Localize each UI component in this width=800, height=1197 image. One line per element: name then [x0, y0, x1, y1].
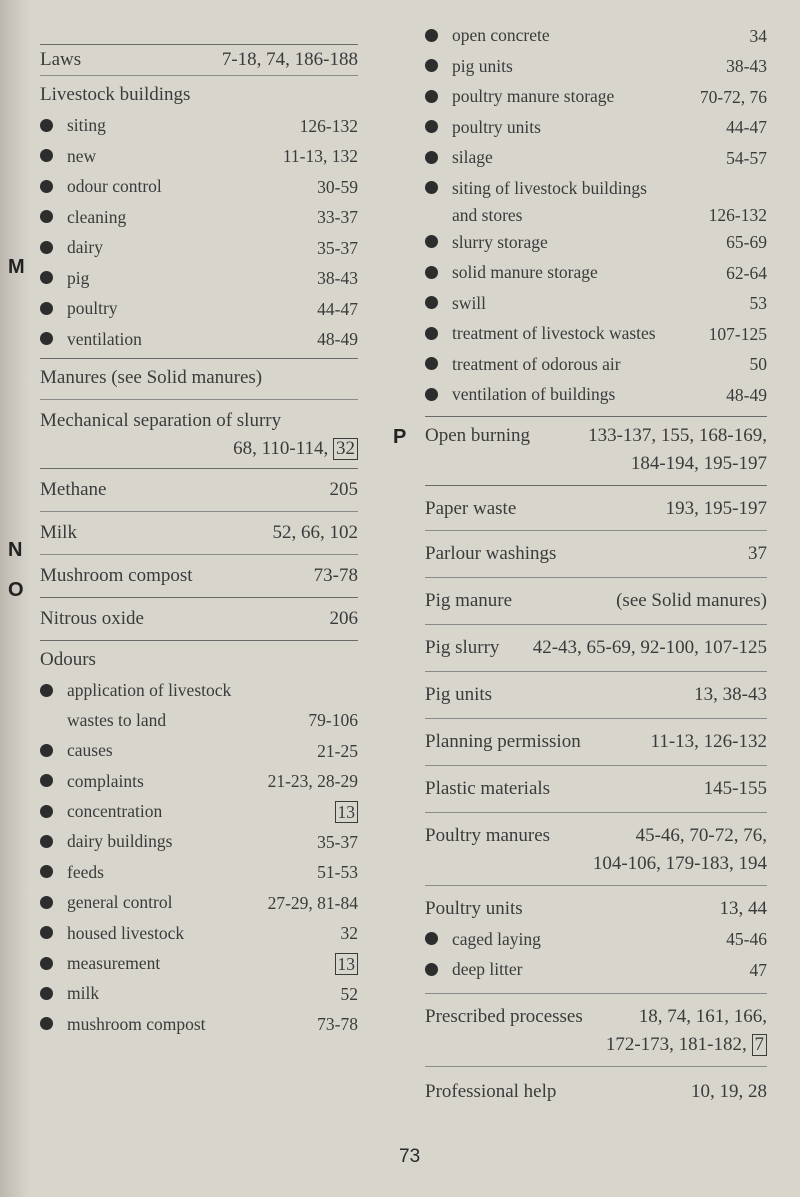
- entry-term: Pig slurry: [425, 636, 500, 658]
- entry-term: Parlour washings: [425, 542, 557, 564]
- subentry-pages: 54-57: [726, 147, 767, 168]
- bullet-icon: [40, 774, 53, 787]
- subentry-label: measurement: [67, 953, 161, 973]
- subentry-pages: 33-37: [317, 207, 358, 227]
- entry-pages: 42-43, 65-69, 92-100, 107-125: [532, 636, 767, 658]
- index-entry-pig-units: [425, 680, 767, 710]
- subentry: [40, 324, 358, 355]
- entry-pages: 37: [748, 542, 767, 564]
- subentry-label: mushroom compost: [67, 1013, 206, 1034]
- subentry-label: general control: [67, 892, 173, 912]
- subentry-label: siting: [67, 115, 106, 135]
- entry-pages: 68, 110-114, 32: [40, 436, 358, 462]
- subentry-label: silage: [452, 147, 493, 167]
- section-letter-o: O: [8, 579, 24, 601]
- subentry: [40, 675, 358, 705]
- subentry-pages: 53: [749, 293, 767, 313]
- subentry-pages: 30-59: [317, 176, 358, 197]
- index-entry-pig-manure: [425, 586, 767, 616]
- subentry-label: pig units: [452, 55, 513, 76]
- subentry-label: odour control: [67, 176, 162, 196]
- entry-term: Prescribed processes: [425, 1005, 583, 1027]
- entry-term: Odours: [40, 649, 96, 670]
- subentry: [40, 171, 358, 202]
- subentry-pages: 70-72, 76: [699, 86, 767, 107]
- entry-pages: 11-13, 126-132: [650, 730, 767, 752]
- boxed-page-ref: 32: [333, 438, 358, 460]
- bullet-icon: [40, 684, 53, 697]
- bullet-icon: [40, 271, 53, 284]
- subentry-pages: 21-25: [317, 740, 358, 761]
- index-entry-manures: [40, 363, 358, 393]
- subentry-label: treatment of livestock wastes: [452, 323, 656, 343]
- bullet-icon: [425, 59, 438, 72]
- bullet-icon: [40, 865, 53, 878]
- bullet-icon: [425, 235, 438, 248]
- subentry: [425, 112, 767, 143]
- index-entry-laws: [40, 45, 358, 75]
- bullet-icon: [425, 181, 438, 194]
- index-column-left: [40, 44, 358, 1039]
- subentry: [40, 948, 358, 978]
- subentry: [425, 173, 767, 203]
- subentry: [40, 796, 358, 826]
- subentry: [425, 142, 767, 173]
- bullet-icon: [40, 987, 53, 1000]
- bullet-icon: [425, 151, 438, 164]
- bullet-icon: [425, 932, 438, 945]
- subentry: [425, 51, 767, 82]
- bullet-icon: [40, 957, 53, 970]
- section-letter-p: P: [393, 426, 407, 448]
- entry-pages: 193, 195-197: [665, 497, 767, 519]
- page-number: 73: [399, 1146, 421, 1167]
- entry-term: Open burning: [425, 424, 531, 446]
- subentry-pages: 62-64: [726, 262, 767, 283]
- subentry: [40, 232, 358, 263]
- subentry-label: concentration: [67, 801, 163, 821]
- bullet-icon: [425, 266, 438, 279]
- subentry-label: housed livestock: [67, 922, 185, 943]
- subentry: [40, 766, 358, 797]
- index-entry-paper-waste: [425, 494, 767, 524]
- bullet-icon: [425, 963, 438, 976]
- subentry-label: and stores: [452, 204, 523, 225]
- subentry: [40, 202, 358, 233]
- subentry-label: dairy buildings: [67, 831, 173, 851]
- subentry: [40, 293, 358, 324]
- subentry-pages: 47: [749, 959, 767, 980]
- entry-pages: 13, 38-43: [694, 683, 767, 705]
- entry-term: Milk: [40, 522, 77, 543]
- entry-term: Professional help: [425, 1080, 557, 1102]
- section-letter-n: N: [8, 539, 23, 561]
- bullet-icon: [425, 296, 438, 309]
- odours-subentries: [40, 675, 358, 1039]
- index-entry-odours: [40, 645, 358, 675]
- subentry: [425, 257, 767, 288]
- subentry-pages: 35-37: [317, 831, 358, 852]
- subentry-pages: 44-47: [726, 117, 767, 137]
- bullet-icon: [425, 29, 438, 42]
- bullet-icon: [425, 388, 438, 401]
- subentry-pages: 79-106: [308, 710, 358, 730]
- entry-pages: 52, 66, 102: [272, 522, 358, 543]
- subentry-continuation: [425, 203, 767, 227]
- subentry-pages: 44-47: [317, 298, 358, 319]
- entry-pages: 13, 44: [719, 897, 767, 919]
- subentry-label: causes: [67, 740, 113, 760]
- subentry-label: swill: [452, 292, 487, 313]
- bullet-icon: [425, 120, 438, 133]
- entry-term: Planning permission: [425, 730, 581, 752]
- bullet-icon: [40, 302, 53, 315]
- subentry-pages: 45-46: [726, 929, 767, 949]
- subentry-pages: 51-53: [317, 862, 358, 882]
- subentry-pages: 27-29, 81-84: [267, 892, 358, 913]
- entry-pages: 133-137, 155, 168-169,: [588, 424, 767, 446]
- subentry: [425, 20, 767, 51]
- subentry-label: poultry units: [452, 116, 541, 137]
- index-entry-poultry-units: [425, 894, 767, 924]
- subentry-pages: 73-78: [317, 1014, 358, 1034]
- subentry: [40, 1009, 358, 1040]
- subentry: [425, 227, 767, 258]
- subentry: [425, 318, 767, 349]
- entry-pages-continued: 104-106, 179-183, 194: [592, 852, 767, 874]
- subentry-label: poultry manure storage: [452, 86, 615, 106]
- bullet-icon: [40, 241, 53, 254]
- entry-term: Nitrous oxide: [40, 608, 144, 629]
- subentry: [40, 978, 358, 1009]
- subentry-label: complaints: [67, 770, 144, 791]
- bullet-icon: [40, 119, 53, 132]
- index-column-right: [425, 20, 767, 1107]
- bullet-icon: [40, 926, 53, 939]
- bullet-icon: [425, 327, 438, 340]
- subentry-label: deep litter: [452, 959, 523, 979]
- entry-pages: 18, 74, 161, 166,: [638, 1005, 767, 1027]
- subentry: [40, 918, 358, 949]
- section-letter-m: M: [8, 256, 25, 278]
- subentry: [40, 141, 358, 172]
- subentry-label: new: [67, 145, 97, 166]
- entry-term: Mushroom compost: [40, 565, 193, 586]
- bullet-icon: [40, 210, 53, 223]
- subentry-label: ventilation: [67, 328, 142, 349]
- entry-pages: 206: [329, 608, 358, 629]
- subentry-pages: 38-43: [317, 268, 358, 288]
- entry-term: Mechanical separation of slurry: [40, 410, 282, 431]
- bullet-icon: [40, 180, 53, 193]
- bullet-icon: [40, 835, 53, 848]
- subentry-pages: 32: [340, 923, 358, 943]
- subentry: [425, 954, 767, 985]
- subentry-label: siting of livestock buildings: [452, 177, 647, 198]
- subentry: [425, 924, 767, 955]
- subentry-label: treatment of odorous air: [452, 353, 621, 374]
- subentry-pages: 50: [749, 354, 767, 374]
- subentry-label: poultry: [67, 298, 118, 318]
- subentry-label: milk: [67, 983, 100, 1003]
- entry-pages: 205: [329, 479, 358, 500]
- entry-term: Poultry units: [425, 897, 523, 919]
- subentry: [425, 379, 767, 410]
- index-entry-parlour-washings: [425, 539, 767, 569]
- index-entry-methane: [40, 475, 358, 505]
- subentry-label: ventilation of buildings: [452, 384, 616, 404]
- entry-term: Poultry manures: [425, 824, 551, 846]
- subentry-pages: 48-49: [317, 329, 358, 349]
- index-entry-mushroom-compost: [40, 561, 358, 591]
- subentry-pages: 65-69: [726, 232, 767, 252]
- bullet-icon: [425, 90, 438, 103]
- subentry-label: application of livestock: [67, 680, 232, 700]
- index-entry-pig-slurry: [425, 633, 767, 663]
- subentry-pages: 11-13, 132: [282, 146, 358, 166]
- index-entry-nitrous-oxide: [40, 604, 358, 634]
- subentry-pages: 52: [340, 983, 358, 1004]
- boxed-page-ref: 13: [335, 953, 359, 975]
- subentry-label: cleaning: [67, 206, 127, 227]
- index-entry-plastic-materials: [425, 774, 767, 804]
- index-entry-open-burning: [425, 421, 767, 451]
- subentry-pages: 48-49: [726, 384, 767, 405]
- entry-pages: 73-78: [313, 565, 358, 586]
- entry-pages-continued: 172-173, 181-182, 7: [425, 1032, 767, 1058]
- subentry-pages: 126-132: [708, 204, 767, 225]
- index-entry-poultry-manures: [425, 821, 767, 851]
- subentry: [40, 826, 358, 857]
- entry-pages: 45-46, 70-72, 76,: [635, 824, 767, 846]
- bullet-icon: [40, 332, 53, 345]
- entry-pages: 145-155: [703, 777, 767, 799]
- entry-pages-continued: 184-194, 195-197: [630, 452, 767, 474]
- index-entry-livestock-buildings: [40, 80, 358, 110]
- entry-term: Paper waste: [425, 497, 517, 519]
- subentry-continuation: [40, 705, 358, 735]
- bullet-icon: [40, 744, 53, 757]
- subentry-pages: 107-125: [708, 323, 767, 344]
- index-entry-prescribed-processes: [425, 1002, 767, 1032]
- bullet-icon: [40, 149, 53, 162]
- entry-term: Pig manure: [425, 589, 513, 611]
- entry-term: Laws: [40, 49, 82, 70]
- subentry-pages: 38-43: [726, 56, 767, 76]
- boxed-page-ref: 13: [335, 801, 359, 823]
- entry-term: Manures (see Solid manures): [40, 367, 263, 388]
- bullet-icon: [425, 357, 438, 370]
- subentry-label: feeds: [67, 861, 104, 882]
- index-entry-mechanical-separation: [40, 406, 358, 436]
- index-entry-milk: [40, 518, 358, 548]
- subentry: [40, 735, 358, 766]
- subentry: [40, 263, 358, 294]
- entry-term: Plastic materials: [425, 777, 551, 799]
- subentry: [40, 110, 358, 141]
- subentry-label: pig: [67, 267, 90, 288]
- subentry-label: open concrete: [452, 25, 550, 45]
- subentry-pages: 21-23, 28-29: [267, 771, 358, 791]
- subentry: [425, 81, 767, 112]
- subentry: [40, 887, 358, 918]
- entry-pages: (see Solid manures): [616, 589, 767, 611]
- bullet-icon: [40, 896, 53, 909]
- bullet-icon: [40, 1017, 53, 1030]
- index-entry-professional-help: [425, 1077, 767, 1107]
- entry-pages: 10, 19, 28: [691, 1080, 767, 1102]
- livestock-buildings-subentries: [40, 110, 358, 354]
- bullet-icon: [40, 805, 53, 818]
- subentry-label: caged laying: [452, 928, 541, 949]
- subentry-pages: 34: [749, 25, 767, 46]
- subentry-pages: 35-37: [317, 237, 358, 258]
- subentry: [40, 857, 358, 888]
- subentry-label: wastes to land: [67, 710, 167, 730]
- entry-term: Methane: [40, 479, 107, 500]
- subentry: [425, 349, 767, 380]
- subentry-label: slurry storage: [452, 231, 548, 252]
- subentry-label: dairy: [67, 237, 103, 257]
- odours-subentries-continued: [425, 20, 767, 410]
- entry-term: Livestock buildings: [40, 84, 191, 105]
- subentry-label: solid manure storage: [452, 262, 598, 282]
- entry-pages: 7-18, 74, 186-188: [221, 49, 358, 70]
- boxed-page-ref: 7: [752, 1034, 768, 1056]
- index-entry-planning-permission: [425, 727, 767, 757]
- entry-term: Pig units: [425, 683, 493, 705]
- subentry-pages: 126-132: [299, 115, 358, 136]
- subentry: [425, 288, 767, 319]
